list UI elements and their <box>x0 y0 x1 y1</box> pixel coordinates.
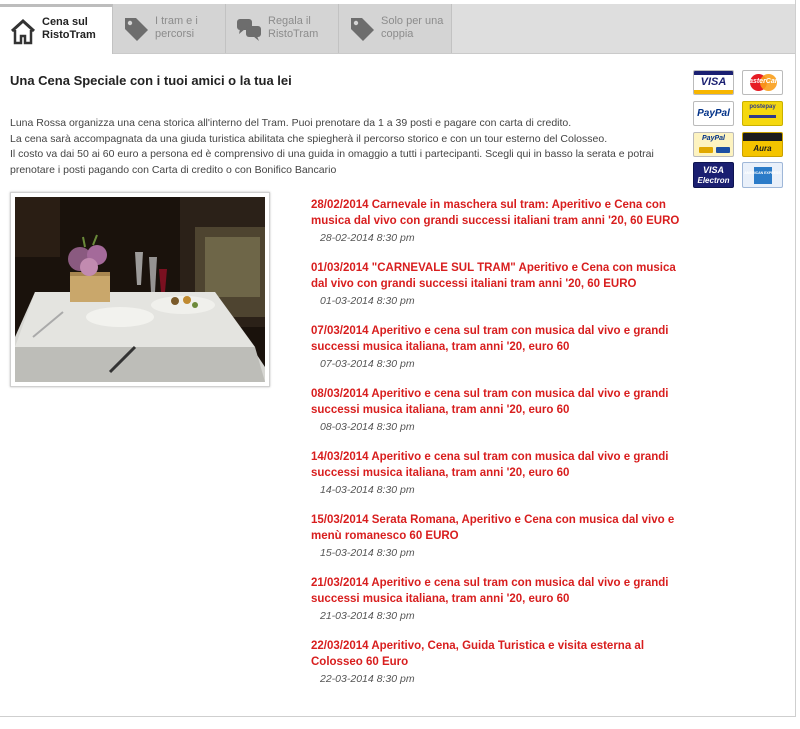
event-link[interactable]: 07/03/2014 Aperitivo e cena sul tram con musica dal vivo e grandi successi musica italiana, tram anni '20, euro 60 <box>311 325 669 353</box>
event-date: 28-02-2014 8:30 pm <box>320 232 415 244</box>
tag-icon <box>348 15 376 43</box>
dinner-photo-frame <box>10 192 270 387</box>
tab-label-line2: RistoTram <box>42 29 96 41</box>
dinner-table-photo <box>15 197 265 382</box>
tab-label-line1: I tram e i <box>155 15 198 27</box>
event-link[interactable]: 21/03/2014 Aperitivo e cena sul tram con musica dal vivo e grandi successi musica italiana, tram anni '20, euro 60 <box>311 577 669 605</box>
amex-logo <box>742 162 783 188</box>
tab-regala-il-ristotram[interactable] <box>226 4 339 53</box>
list-item <box>311 575 681 638</box>
event-date: 14-03-2014 8:30 pm <box>320 484 415 496</box>
tab-bar <box>0 4 795 54</box>
aura-logo <box>742 132 783 157</box>
paypal-label: PayPal <box>697 108 730 119</box>
tab-label-line2: percorsi <box>155 28 195 40</box>
home-icon <box>9 18 37 46</box>
tab-i-tram-e-i-percorsi[interactable] <box>113 4 226 53</box>
paypal-card-logo <box>693 132 734 157</box>
list-item <box>311 197 681 260</box>
speech-bubbles-icon <box>235 15 263 43</box>
tab-label-line2: RistoTram <box>268 28 319 40</box>
visa-electron-sublabel: Electron <box>697 176 730 185</box>
tab-label <box>381 15 447 41</box>
visa-electron-label: VISA <box>702 165 724 175</box>
event-link[interactable]: 15/03/2014 Serata Romana, Aperitivo e Cena con musica dal vivo e menù romanesco 60 EURO <box>311 514 675 542</box>
visa-label: VISA <box>700 76 727 88</box>
event-link[interactable]: 28/02/2014 Carnevale in maschera sul tram: Aperitivo e Cena con musica dal vivo con grandi successi italiani tram anni '20, 60 EURO <box>311 199 680 227</box>
event-link[interactable]: 14/03/2014 Aperitivo e cena sul tram con musica dal vivo e grandi successi musica italiana, tram anni '20, euro 60 <box>311 451 669 479</box>
visa-electron-logo <box>693 162 734 188</box>
list-item <box>311 260 681 323</box>
list-item <box>311 512 681 575</box>
paypal-card-label: PayPal <box>702 135 725 142</box>
tab-label-line1: Cena sul <box>42 16 88 28</box>
tab-label-line2: coppia <box>381 28 414 40</box>
event-date: 22-03-2014 8:30 pm <box>320 673 415 685</box>
visa-logo <box>693 70 734 95</box>
events-list <box>311 197 681 701</box>
tab-label-line1: Solo per una <box>381 15 444 27</box>
tab-label-line1: Regala il <box>268 15 311 27</box>
list-item <box>311 386 681 449</box>
event-link[interactable]: 01/03/2014 "CARNEVALE SUL TRAM" Aperitivo e Cena con musica dal vivo con grandi successi italiani tram anni '20, 60 EURO <box>311 262 676 290</box>
event-link[interactable]: 22/03/2014 Aperitivo, Cena, Guida Turistica e visita esterna al Colosseo 60 Euro <box>311 640 645 668</box>
postepay-label: postepay <box>749 104 776 110</box>
intro-paragraph: Il costo va dai 50 ai 60 euro a persona ed è comprensivo di una guida in omaggio a tutti i partecipanti. Scegli qui in basso la serata e potrai prenotare i posti pagando con Carta di credito o con Bonifico Bancario <box>10 148 654 176</box>
mastercard-label: MasterCard <box>743 78 782 85</box>
intro-paragraph: La cena sarà accompagnata da una giuda turistica abilitata che spiegherà il percorso storico e con un tour esterno del Colosseo. <box>10 132 608 145</box>
list-item <box>311 638 681 701</box>
tab-label <box>155 15 221 41</box>
aura-label: Aura <box>753 144 772 153</box>
payment-methods <box>693 70 787 190</box>
mastercard-logo <box>742 70 783 95</box>
list-item <box>311 323 681 386</box>
list-item <box>311 449 681 512</box>
page-title: Una Cena Speciale con i tuoi amici o la tua lei <box>10 73 292 88</box>
tag-icon <box>122 15 150 43</box>
event-date: 15-03-2014 8:30 pm <box>320 547 415 559</box>
postepay-logo <box>742 101 783 126</box>
tab-label <box>268 15 334 41</box>
tab-solo-per-una-coppia[interactable] <box>339 4 452 53</box>
event-date: 21-03-2014 8:30 pm <box>320 610 415 622</box>
tab-label <box>42 16 108 42</box>
event-date: 08-03-2014 8:30 pm <box>320 421 415 433</box>
tab-cena-sul-ristotram[interactable] <box>0 4 113 54</box>
event-date: 01-03-2014 8:30 pm <box>320 295 415 307</box>
intro-text <box>10 116 690 178</box>
paypal-logo <box>693 101 734 126</box>
event-date: 07-03-2014 8:30 pm <box>320 358 415 370</box>
amex-label: AMERICAN EXPRESS <box>744 171 781 175</box>
event-link[interactable]: 08/03/2014 Aperitivo e cena sul tram con musica dal vivo e grandi successi musica italiana, tram anni '20, euro 60 <box>311 388 669 416</box>
intro-paragraph: Luna Rossa organizza una cena storica all'interno del Tram. Puoi prenotare da 1 a 39 posti e pagare con carta di credito. <box>10 117 572 129</box>
